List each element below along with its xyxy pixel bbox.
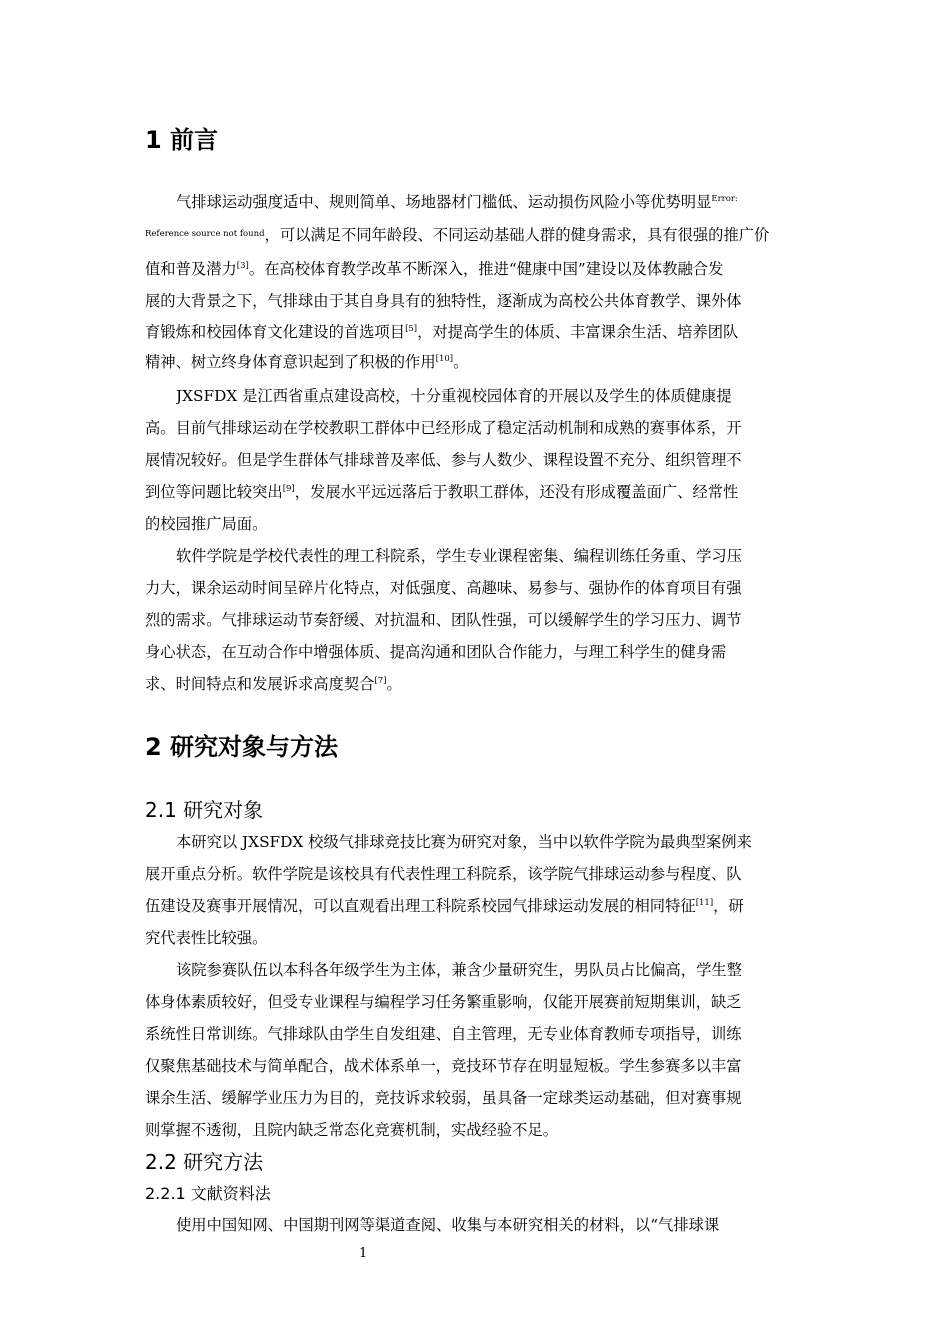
paragraph-5-line-6: 则掌握不透彻，且院内缺乏常态化竞赛机制，实战经验不足。 [145, 1121, 559, 1139]
paragraph-1-line-4: 展的大背景之下，气排球由于其自身具有的独特性，逐渐成为高校公共体育教学、课外体 [145, 292, 742, 310]
citation-error-text: Reference source not found [145, 229, 265, 239]
paragraph-5-line-5: 课余生活、缓解学业压力为目的，竞技诉求较弱，虽具备一定球类运动基础，但对赛事规 [145, 1089, 742, 1107]
citation-error: Error: [711, 194, 738, 204]
paragraph-4-line-1: 本研究以 JXSFDX 校级气排球竞技比赛为研究对象，当中以软件学院为最典型案例来 [176, 833, 752, 851]
paragraph-3-line-1: 软件学院是学校代表性的理工科院系，学生专业课程密集、编程训练任务重、学习压 [176, 547, 742, 565]
paragraph-5-line-4: 仅聚焦基础技术与简单配合，战术体系单一，竞技环节存在明显短板。学生参赛多以丰富 [145, 1057, 742, 1075]
paragraph-1-line-2: $^{Reference source not found}$，可以满足不同年龄段、不同运动基础人群的健身需求，具有很强的推广价 [145, 226, 770, 244]
paragraph-2-line-5: 的校园推广局面。 [145, 515, 268, 533]
citation: [7] [374, 676, 387, 686]
paragraph-5-line-1: 该院参赛队伍以本科各年级学生为主体，兼含少量研究生，男队员占比偏高，学生整 [176, 961, 742, 979]
subsection-heading-2-2: 2.2 研究方法 [145, 1150, 264, 1174]
paragraph-4-line-3: 伍建设及赛事开展情况，可以直观看出理工科院系校园气排球运动发展的相同特征[11]，研 [145, 897, 744, 915]
page-number: 1 [359, 1246, 368, 1261]
subsection-heading-2-1: 2.1 研究对象 [145, 798, 264, 822]
paragraph-1-line-5: 育锻炼和校园体育文化建设的首选项目[5]，对提高学生的体质、丰富课余生活、培养团队 [145, 323, 739, 341]
paragraph-1-line-1: 气排球运动强度适中、规则简单、场地器材门槛低、运动损伤风险小等优势明显$^{Error:}$ [176, 193, 738, 211]
paragraph-5-line-2: 体身体素质较好，但受专业课程与编程学习任务繁重影响，仅能开展赛前短期集训，缺乏 [145, 993, 742, 1011]
paragraph-4-line-2: 展开重点分析。软件学院是该校具有代表性理工科院系，该学院气排球运动参与程度、队 [145, 865, 742, 883]
paragraph-4-line-4: 究代表性比较强。 [145, 929, 268, 947]
paragraph-3-line-3: 烈的需求。气排球运动节奏舒缓、对抗温和、团队性强，可以缓解学生的学习压力、调节 [145, 611, 742, 629]
citation: [11] [695, 898, 714, 908]
paragraph-3-line-5: 求、时间特点和发展诉求高度契合[7]。 [145, 675, 402, 693]
citation: [10] [435, 354, 454, 364]
citation: [3] [236, 261, 249, 271]
paragraph-1-line-6: 精神、树立终身体育意识起到了积极的作用[10]。 [145, 353, 469, 371]
citation: [5] [405, 324, 418, 334]
paragraph-2-line-2: 高。目前气排球运动在学校教职工群体中已经形成了稳定活动机制和成熟的赛事体系，开 [145, 419, 742, 437]
paragraph-3-line-4: 身心状态，在互动合作中增强体质、提高沟通和团队合作能力，与理工科学生的健身需 [145, 643, 727, 661]
paragraph-2-line-1: JXSFDX 是江西省重点建设高校，十分重视校园体育的开展以及学生的体质健康提 [176, 387, 732, 405]
paragraph-3-line-2: 力大，课余运动时间呈碎片化特点，对低强度、高趣味、易参与、强协作的体育项目有强 [145, 579, 742, 597]
subsubsection-heading-2-2-1: 2.2.1 文献资料法 [145, 1184, 271, 1203]
paragraph-1-line-3: 值和普及潜力[3]。在高校体育教学改革不断深入，推进“健康中国”建设以及体教融合发 [145, 260, 724, 278]
paragraph-5-line-3: 系统性日常训练。气排球队由学生自发组建、自主管理，无专业体育教师专项指导，训练 [145, 1025, 742, 1043]
section-heading-2: 2 研究对象与方法 [145, 733, 339, 761]
paragraph-6-line-1: 使用中国知网、中国期刊网等渠道查阅、收集与本研究相关的材料，以“气排球课 [176, 1216, 720, 1234]
paragraph-2-line-4: 到位等问题比较突出[9]，发展水平远远落后于教职工群体，还没有形成覆盖面广、经常性 [145, 483, 739, 501]
paragraph-2-line-3: 展情况较好。但是学生群体气排球普及率低、参与人数少、课程设置不充分、组织管理不 [145, 451, 742, 469]
citation: [9] [282, 484, 295, 494]
section-heading-1: 1 前言 [145, 126, 219, 154]
